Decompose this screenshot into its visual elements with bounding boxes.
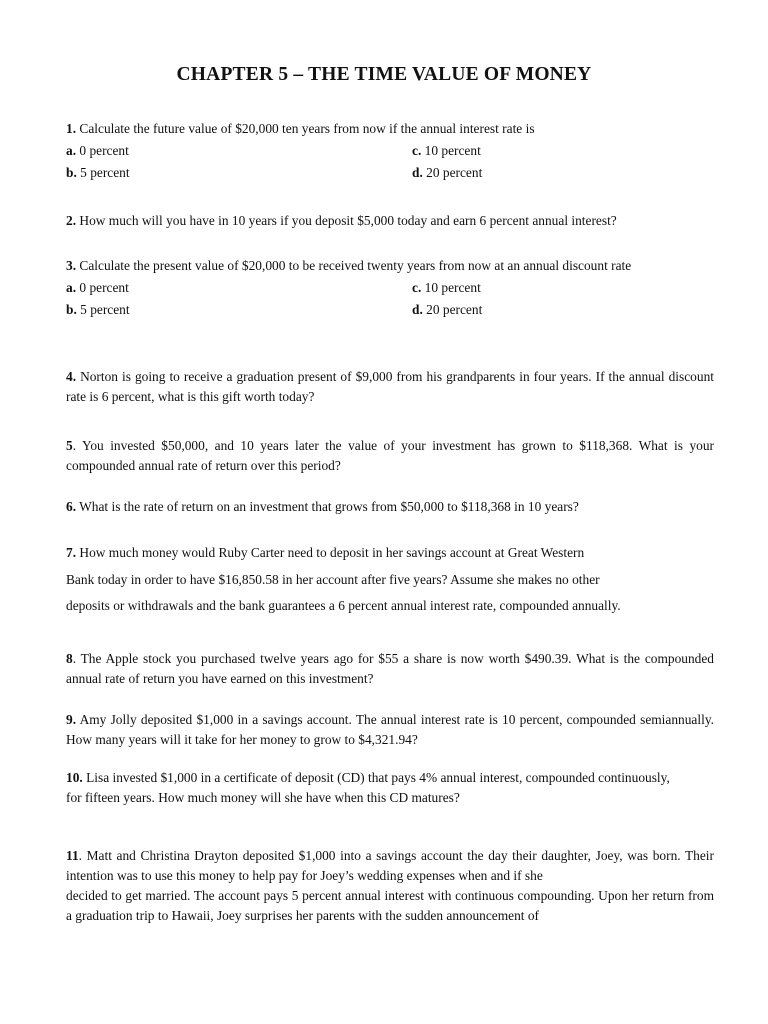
question-4 [66,367,714,407]
question-number: 5 [66,438,73,453]
question-text: Norton is going to receive a graduation present of $9,000 from his grandparents in four years. If the annual discount rate is 6 percent, what is this gift worth today? [66,369,714,404]
question-7-line: Bank today in order to have $16,850.58 in her account after five years? Assume she makes no other [66,571,600,587]
question-3-stem [66,256,714,276]
question-number: 2. [66,213,77,228]
question-text: . Matt and Christina Drayton deposited $1,000 into a savings account the day their daughter, Joey, was born. Their intention was to use this money to help pay for Joey’s wedding expenses when and if she [66,848,714,883]
question-9 [66,710,714,750]
option-row [66,278,714,300]
question-5 [66,436,714,476]
question-number: 1. [66,121,77,136]
question-7 [66,540,714,620]
question-text: What is the rate of return on an investment that grows from $50,000 to $118,368 in 10 years? [79,499,579,514]
question-text: . The Apple stock you purchased twelve years ago for $55 a share is now worth $490.39. What is the compounded annual rate of return you have earned on this investment? [66,651,714,686]
question-1 [66,119,714,185]
question-8 [66,649,714,689]
option-row [66,141,714,163]
option-row [66,163,714,185]
option-c: c. 10 percent [412,280,481,295]
question-10 [66,768,714,808]
question-7-line: 7. How much money would Ruby Carter need to deposit in her savings account at Great Western [66,545,585,560]
question-number: 6. [66,499,77,514]
question-2 [66,211,714,231]
question-11-para: decided to get married. The account pays 5 percent annual interest with continuous compounding. Upon her return from a graduation trip to Hawaii, Joey surprises her parents with the sudden announcement of [66,888,714,923]
question-10-para [66,768,714,788]
option-a: a. 0 percent [66,143,129,158]
question-number: 4. [66,369,77,384]
question-number: 11 [66,848,79,863]
question-text: Calculate the present value of $20,000 to be received twenty years from now at an annual discount rate [79,258,632,273]
option-row [66,300,714,322]
question-11 [66,846,714,926]
question-text: Calculate the future value of $20,000 ten years from now if the annual interest rate is [79,121,535,136]
question-number: 10. [66,770,83,785]
option-d: d. 20 percent [412,165,483,180]
question-1-stem [66,119,714,139]
question-text: How much will you have in 10 years if you deposit $5,000 today and earn 6 percent annual interest? [79,213,617,228]
option-c: c. 10 percent [412,143,481,158]
question-3 [66,256,714,322]
question-number: 3. [66,258,77,273]
option-b: b. 5 percent [66,165,130,180]
question-text: . You invested $50,000, and 10 years later the value of your investment has grown to $118,368. What is your compounded annual rate of return over this period? [66,438,714,473]
option-a: a. 0 percent [66,280,129,295]
question-7-line: deposits or withdrawals and the bank guarantees a 6 percent annual interest rate, compounded annually. [66,598,621,613]
question-number: 7. [66,545,77,560]
question-11-para [66,846,714,886]
question-text: Amy Jolly deposited $1,000 in a savings account. The annual interest rate is 10 percent, compounded semiannually. How many years will it take for her money to grow to $4,321.94? [66,712,714,747]
question-10-para: for fifteen years. How much money will she have when this CD matures? [66,790,460,805]
option-d: d. 20 percent [412,302,483,317]
page-title: CHAPTER 5 – THE TIME VALUE OF MONEY [176,64,592,85]
option-b: b. 5 percent [66,302,130,317]
question-number: 9. [66,712,77,727]
question-text: Lisa invested $1,000 in a certificate of deposit (CD) that pays 4% annual interest, compounded continuously, [86,770,670,785]
question-6 [66,497,714,517]
question-number: 8 [66,651,73,666]
